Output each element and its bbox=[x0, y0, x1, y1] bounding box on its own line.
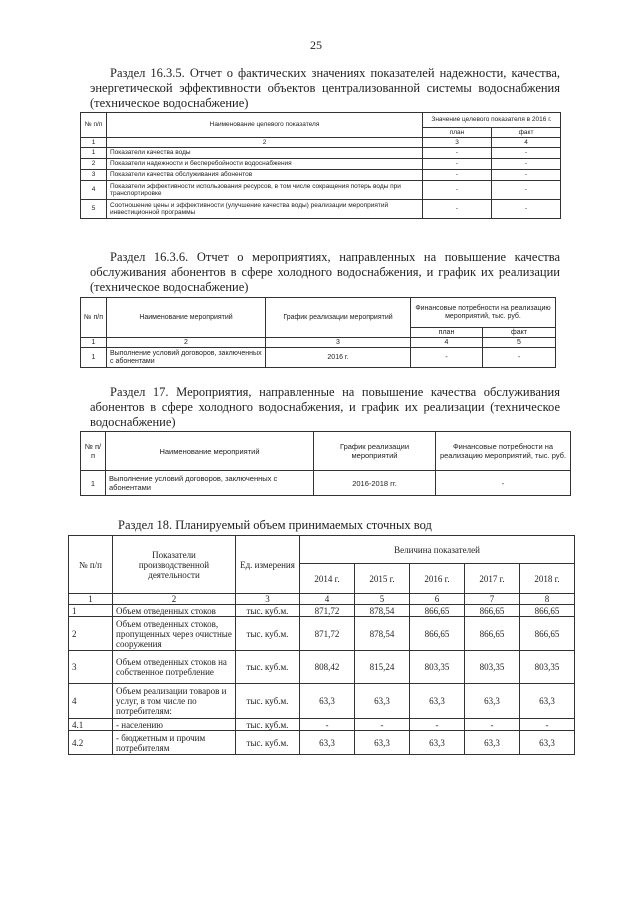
row-value: 871,72 bbox=[300, 605, 355, 617]
row-fact: - bbox=[492, 170, 561, 181]
row-unit: тыс. куб.м. bbox=[236, 605, 300, 617]
row-unit: тыс. куб.м. bbox=[236, 617, 300, 651]
header-unit: Ед. измерения bbox=[236, 536, 300, 594]
wastewater-table bbox=[68, 535, 575, 755]
row-name: Объем отведенных стоков, пропущенных через очистные сооружения bbox=[113, 617, 236, 651]
row-num: 1 bbox=[69, 605, 113, 617]
column-numbers-row bbox=[81, 138, 561, 148]
row-num: 4 bbox=[81, 181, 107, 200]
column-number: 2 bbox=[113, 594, 236, 605]
row-num: 3 bbox=[81, 170, 107, 181]
row-num: 2 bbox=[81, 159, 107, 170]
row-num: 3 bbox=[69, 651, 113, 684]
row-value: 871,72 bbox=[300, 617, 355, 651]
targets-table bbox=[80, 112, 561, 219]
column-number: 4 bbox=[300, 594, 355, 605]
header-name: Наименование мероприятий bbox=[107, 298, 266, 338]
row-value: 803,35 bbox=[410, 651, 465, 684]
header-finance: Финансовые потребности на реализацию мероприятий, тыс. руб. bbox=[411, 298, 556, 328]
row-finance: - bbox=[436, 471, 571, 496]
row-name: - бюджетным и прочим потребителям bbox=[113, 731, 236, 755]
row-num: 5 bbox=[81, 200, 107, 219]
table-row bbox=[69, 651, 575, 684]
row-value: 63,3 bbox=[410, 684, 465, 719]
row-name: Соотношение цены и эффективности (улучшение качества воды) реализации мероприятий инвестиционной программы bbox=[107, 200, 423, 219]
row-value: 63,3 bbox=[355, 684, 410, 719]
row-name: Объем реализации товаров и услуг, в том числе по потребителям: bbox=[113, 684, 236, 719]
page-number: 25 bbox=[310, 38, 322, 52]
row-value: - bbox=[355, 719, 410, 731]
row-value: 866,65 bbox=[410, 605, 465, 617]
row-unit: тыс. куб.м. bbox=[236, 651, 300, 684]
header-plan: план bbox=[423, 128, 492, 138]
row-num: 4.1 bbox=[69, 719, 113, 731]
table-row bbox=[81, 471, 571, 496]
column-number: 3 bbox=[266, 338, 411, 348]
row-name: Выполнение условий договоров, заключенных с абонентами bbox=[107, 348, 266, 368]
header-fact: факт bbox=[483, 328, 556, 338]
measures-report-table bbox=[80, 297, 556, 368]
column-number: 5 bbox=[355, 594, 410, 605]
row-value: 815,24 bbox=[355, 651, 410, 684]
row-unit: тыс. куб.м. bbox=[236, 731, 300, 755]
row-value: 63,3 bbox=[300, 731, 355, 755]
row-value: 878,54 bbox=[355, 605, 410, 617]
column-number: 3 bbox=[423, 138, 492, 148]
row-num: 4.2 bbox=[69, 731, 113, 755]
row-name: - населению bbox=[113, 719, 236, 731]
row-num: 1 bbox=[81, 471, 106, 496]
row-num: 1 bbox=[81, 348, 107, 368]
row-value: - bbox=[465, 719, 520, 731]
column-number: 2 bbox=[107, 138, 423, 148]
row-name: Показатели эффективности использования ресурсов, в том числе сокращения потерь воды при транспортировке bbox=[107, 181, 423, 200]
row-fact: - bbox=[483, 348, 556, 368]
column-number: 1 bbox=[69, 594, 113, 605]
row-value: 63,3 bbox=[300, 684, 355, 719]
section-16-3-5-heading: Раздел 16.3.5. Отчет о фактических значениях показателей надежности, качества, энергетической эффективности объектов централизованной системы водоснабжения (техническое водоснабжение) bbox=[90, 66, 560, 110]
header-target: Значение целевого показателя в 2016 г. bbox=[423, 113, 561, 128]
table-row bbox=[69, 617, 575, 651]
row-num: 1 bbox=[81, 148, 107, 159]
row-value: 63,3 bbox=[465, 731, 520, 755]
header-num: № п/п bbox=[81, 432, 106, 471]
row-name: Выполнение условий договоров, заключенных с абонентами bbox=[106, 471, 314, 496]
table-row bbox=[69, 719, 575, 731]
row-value: 803,35 bbox=[465, 651, 520, 684]
row-fact: - bbox=[492, 159, 561, 170]
row-value: 878,54 bbox=[355, 617, 410, 651]
table-row bbox=[69, 731, 575, 755]
column-number: 4 bbox=[411, 338, 483, 348]
column-number: 5 bbox=[483, 338, 556, 348]
row-plan: - bbox=[423, 181, 492, 200]
row-value: 866,65 bbox=[465, 617, 520, 651]
column-number: 1 bbox=[81, 338, 107, 348]
column-number: 2 bbox=[107, 338, 266, 348]
row-name: Объем отведенных стоков на собственное потребление bbox=[113, 651, 236, 684]
table-row bbox=[81, 200, 561, 219]
row-name: Показатели качества обслуживания абонентов bbox=[107, 170, 423, 181]
header-schedule: График реализации мероприятий bbox=[314, 432, 436, 471]
row-plan: - bbox=[423, 159, 492, 170]
row-num: 2 bbox=[69, 617, 113, 651]
header-finance: Финансовые потребности на реализацию мероприятий, тыс. руб. bbox=[436, 432, 571, 471]
section-16-3-6-heading: Раздел 16.3.6. Отчет о мероприятиях, направленных на повышение качества обслуживания абонентов в сфере холодного водоснабжения, и график их реализации (техническое водоснабжение) bbox=[90, 250, 560, 294]
column-numbers-row bbox=[81, 338, 556, 348]
table-row bbox=[81, 170, 561, 181]
section-18-heading: Раздел 18. Планируемый объем принимаемых сточных вод bbox=[118, 518, 432, 532]
column-number: 4 bbox=[492, 138, 561, 148]
row-name: Показатели надежности и бесперебойности водоснабжения bbox=[107, 159, 423, 170]
column-number: 8 bbox=[520, 594, 575, 605]
section-17-heading: Раздел 17. Мероприятия, направленные на повышение качества обслуживания абонентов в сфере холодного водоснабжения, и график их реализации (техническое водоснабжение) bbox=[90, 385, 560, 429]
row-schedule: 2016 г. bbox=[266, 348, 411, 368]
table-row bbox=[81, 181, 561, 200]
column-number: 1 bbox=[81, 138, 107, 148]
header-value: Величина показателей bbox=[300, 536, 575, 564]
row-unit: тыс. куб.м. bbox=[236, 684, 300, 719]
header-num: № п/п bbox=[81, 113, 107, 138]
table-row bbox=[81, 148, 561, 159]
header-schedule: График реализации мероприятий bbox=[266, 298, 411, 338]
row-num: 4 bbox=[69, 684, 113, 719]
row-value: 63,3 bbox=[410, 731, 465, 755]
table-row bbox=[69, 684, 575, 719]
row-value: 808,42 bbox=[300, 651, 355, 684]
header-name: Наименование мероприятий bbox=[106, 432, 314, 471]
header-plan: план bbox=[411, 328, 483, 338]
row-unit: тыс. куб.м. bbox=[236, 719, 300, 731]
table-row bbox=[81, 159, 561, 170]
measures-table bbox=[80, 431, 571, 496]
column-number: 6 bbox=[410, 594, 465, 605]
row-name: Показатели качества воды bbox=[107, 148, 423, 159]
row-value: 63,3 bbox=[520, 684, 575, 719]
header-num: № п/п bbox=[81, 298, 107, 338]
row-plan: - bbox=[423, 170, 492, 181]
column-numbers-row bbox=[69, 594, 575, 605]
row-fact: - bbox=[492, 148, 561, 159]
header-year: 2014 г. bbox=[300, 564, 355, 594]
column-number: 3 bbox=[236, 594, 300, 605]
row-plan: - bbox=[411, 348, 483, 368]
row-value: - bbox=[410, 719, 465, 731]
row-value: 866,65 bbox=[465, 605, 520, 617]
header-num: № п/п bbox=[69, 536, 113, 594]
row-fact: - bbox=[492, 200, 561, 219]
header-year: 2017 г. bbox=[465, 564, 520, 594]
column-number: 7 bbox=[465, 594, 520, 605]
row-value: 63,3 bbox=[520, 731, 575, 755]
table-row bbox=[81, 348, 556, 368]
row-value: 866,65 bbox=[410, 617, 465, 651]
row-value: 866,65 bbox=[520, 605, 575, 617]
row-name: Объем отведенных стоков bbox=[113, 605, 236, 617]
header-year: 2018 г. bbox=[520, 564, 575, 594]
row-value: 803,35 bbox=[520, 651, 575, 684]
row-value: 63,3 bbox=[465, 684, 520, 719]
row-value: 866,65 bbox=[520, 617, 575, 651]
row-plan: - bbox=[423, 200, 492, 219]
header-year: 2016 г. bbox=[410, 564, 465, 594]
row-fact: - bbox=[492, 181, 561, 200]
row-value: - bbox=[300, 719, 355, 731]
table-row bbox=[69, 605, 575, 617]
header-year: 2015 г. bbox=[355, 564, 410, 594]
row-plan: - bbox=[423, 148, 492, 159]
row-value: - bbox=[520, 719, 575, 731]
header-name: Наименование целевого показателя bbox=[107, 113, 423, 138]
row-value: 63,3 bbox=[355, 731, 410, 755]
header-indicator: Показатели производственной деятельности bbox=[113, 536, 236, 594]
header-fact: факт bbox=[492, 128, 561, 138]
row-schedule: 2016-2018 гг. bbox=[314, 471, 436, 496]
